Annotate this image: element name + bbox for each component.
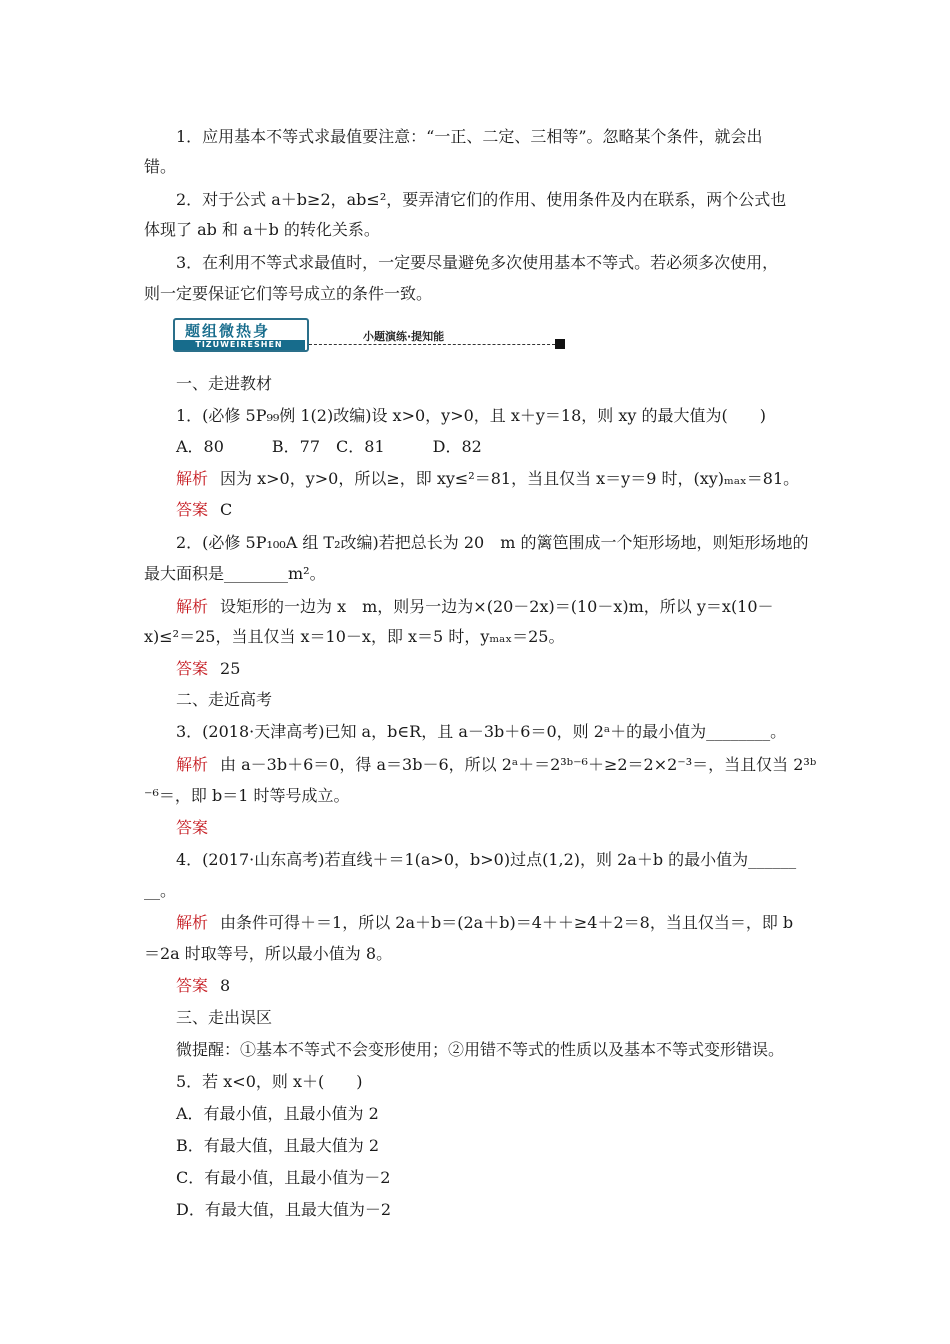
question-4-line-2: __。: [144, 881, 177, 900]
answer-label: 答案: [176, 818, 209, 837]
section-banner: [173, 318, 565, 354]
question-5-option-b: B．有最大值，且最大值为 2: [176, 1136, 380, 1155]
answer-text: 8: [220, 976, 231, 995]
question-2-line-1: 2．(必修 5P₁₀₀A 组 T₂改编)若把总长为 20 m 的篱笆围成一个矩形场地，则矩形场地的: [176, 533, 809, 552]
question-2-line-2: 最大面积是________m²。: [144, 564, 326, 583]
answer-text: C: [220, 500, 233, 519]
reminder-text: 微提醒：①基本不等式不会变形使用；②用错不等式的性质以及基本不等式变形错误。: [176, 1040, 785, 1059]
question-3-solution-line-2: ⁻⁶＝，即 b＝1 时等号成立。: [144, 786, 350, 805]
question-3-solution-line-1: [176, 755, 817, 775]
note-2-line-2: 体现了 ab 和 a＋b 的转化关系。: [144, 220, 380, 239]
banner-title: 题组微热身: [185, 322, 271, 340]
note-2-line-1: 2．对于公式 a＋b≥2，ab≤²，要弄清它们的作用、使用条件及内在联系，两个公式也: [176, 190, 787, 209]
note-3-line-1: 3．在利用不等式求最值时，一定要尽量避免多次使用基本不等式。若必须多次使用，: [176, 253, 779, 272]
question-5-option-d: D．有最大值，且最大值为－2: [176, 1200, 392, 1219]
solution-text: 由条件可得＋＝1，所以 2a＋b＝(2a＋b)＝4＋＋≥4＋2＝8，当且仅当＝，即 b: [220, 913, 794, 932]
question-2-answer: [176, 659, 809, 679]
solution-text: 设矩形的一边为 x m，则另一边为×(20－2x)＝(10－x)m，所以 y＝x(10－: [220, 597, 774, 616]
question-1-solution: [176, 469, 809, 489]
question-1-options: A．80 B．77 C．81 D．82: [176, 437, 482, 456]
banner-end-square: [555, 339, 565, 349]
solution-text: 由 a－3b＋6＝0，得 a＝3b－6，所以 2ᵃ＋＝2³ᵇ⁻⁶＋≥2＝2×2⁻³＝，当且仅当 2³ᵇ: [220, 755, 817, 774]
note-1-line-2: 错。: [144, 157, 177, 176]
solution-text: 因为 x>0，y>0，所以≥，即 xy≤²＝81，当且仅当 x＝y＝9 时，(xy)ₘₐₓ＝81。: [220, 469, 800, 488]
answer-label: 答案: [176, 976, 209, 995]
note-3-line-2: 则一定要保证它们等号成立的条件一致。: [144, 284, 433, 303]
question-5-option-a: A．有最小值，且最小值为 2: [176, 1104, 379, 1123]
question-3: 3．(2018·天津高考)已知 a，b∈R，且 a－3b＋6＝0，则 2ᵃ＋的最小值为________。: [176, 722, 787, 741]
question-4-line-1: 4．(2017·山东高考)若直线＋＝1(a>0，b>0)过点(1,2)，则 2a＋b 的最小值为______: [176, 850, 797, 869]
solution-label: 解析: [176, 913, 209, 932]
question-2-solution-line-2: x)≤²＝25，当且仅当 x＝10－x，即 x＝5 时，yₘₐₓ＝25。: [144, 627, 565, 646]
section-1-heading: 一、走进教材: [176, 374, 273, 393]
question-5-option-c: C．有最小值，且最小值为－2: [176, 1168, 391, 1187]
solution-label: 解析: [176, 755, 209, 774]
question-4-solution-line-2: ＝2a 时取等号，所以最小值为 8。: [144, 944, 393, 963]
answer-label: 答案: [176, 659, 209, 678]
banner-pinyin: TIZUWEIRESHEN: [173, 340, 305, 350]
solution-label: 解析: [176, 597, 209, 616]
banner-dashed-line: [309, 344, 555, 345]
banner-subtitle: 小题演练·提知能: [363, 330, 445, 343]
question-3-answer: [176, 818, 809, 838]
question-5: 5．若 x<0，则 x＋( ): [176, 1072, 363, 1091]
question-1-answer: [176, 500, 809, 520]
answer-text: 25: [220, 659, 241, 678]
question-4-answer: [176, 976, 809, 996]
solution-label: 解析: [176, 469, 209, 488]
answer-label: 答案: [176, 500, 209, 519]
section-3-heading: 三、走出误区: [176, 1008, 273, 1027]
question-4-solution-line-1: [176, 913, 809, 933]
question-1: 1．(必修 5P₉₉例 1(2)改编)设 x>0，y>0，且 x＋y＝18，则 xy 的最大值为( ): [176, 406, 767, 425]
question-2-solution-line-1: [176, 597, 809, 617]
section-2-heading: 二、走近高考: [176, 690, 273, 709]
note-1-line-1: 1．应用基本不等式求最值要注意：“一正、二定、三相等”。忽略某个条件，就会出: [176, 127, 763, 146]
